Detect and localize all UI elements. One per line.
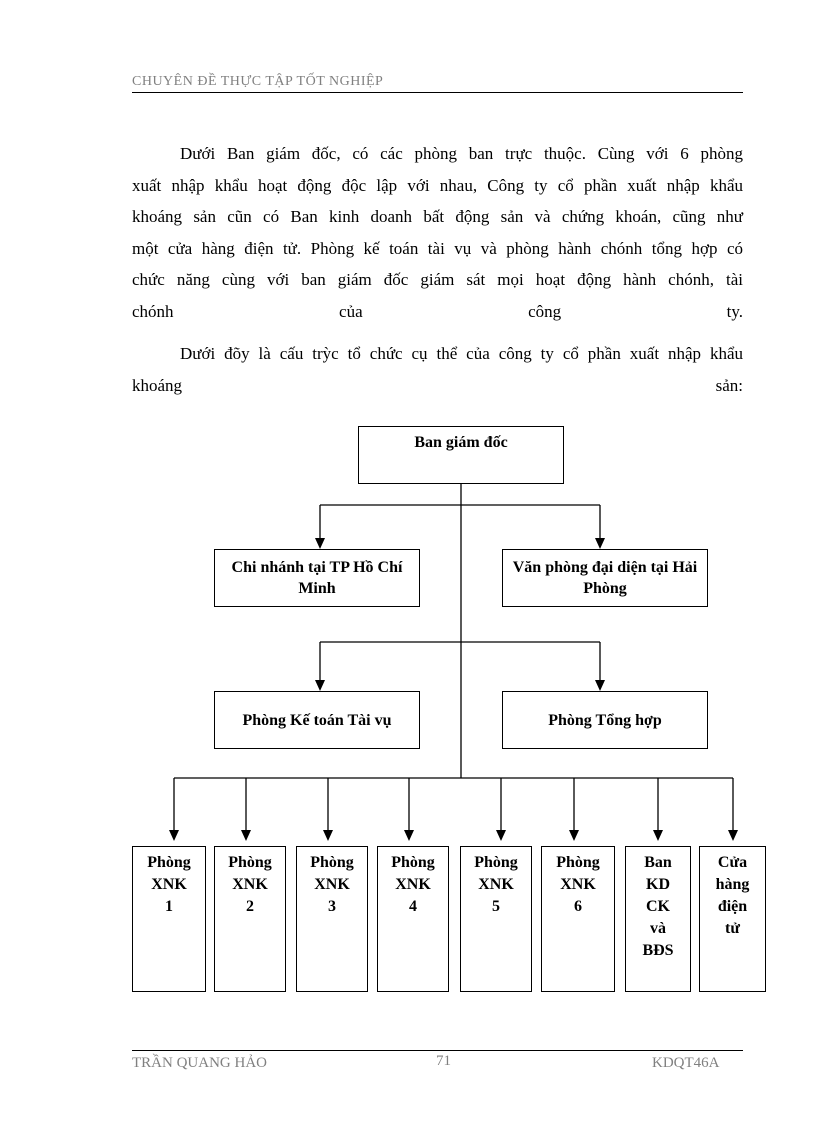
unit-box-xnk-5: [460, 846, 532, 992]
unit-label-line: Phòng: [310, 854, 354, 871]
paragraph-line: Dưới đõy là cấu trỳc tổ chức cụ thể của công ty cổ phần xuất nhập khẩu: [180, 344, 743, 363]
unit-label-line: Ban: [644, 854, 672, 871]
unit-label-line: XNK: [478, 876, 514, 893]
unit-label-line: Phòng: [474, 854, 518, 871]
unit-label-line: Phòng: [391, 854, 435, 871]
arrowhead: [595, 538, 605, 549]
box-label: Phòng Tổng hợp: [548, 711, 662, 729]
general-dept-box: [502, 691, 708, 749]
accounting-dept-box: [214, 691, 420, 749]
unit-label-line: Phòng: [147, 854, 191, 871]
unit-label-line: tử: [725, 920, 740, 937]
unit-label-line: XNK: [314, 876, 350, 893]
unit-label-line: và: [650, 920, 666, 937]
unit-label-line: 6: [574, 898, 582, 915]
office-haiphong-box: [502, 549, 708, 607]
unit-label-line: CK: [646, 898, 670, 915]
unit-label-line: Phòng: [228, 854, 272, 871]
unit-label-line: XNK: [560, 876, 596, 893]
unit-label-line: hàng: [715, 876, 750, 893]
arrowhead: [315, 680, 325, 691]
paragraph-line: chónh của công ty.: [132, 301, 743, 321]
arrowhead: [315, 538, 325, 549]
paragraph-line: khoáng sản cũn có Ban kinh doanh bất động sản và chứng khoán, cũng như: [132, 207, 743, 227]
footer-author: TRẦN QUANG HẢO: [132, 1055, 267, 1071]
unit-label-line: XNK: [151, 876, 187, 893]
arrowhead: [241, 830, 251, 841]
unit-label-line: XNK: [395, 876, 431, 893]
arrowhead: [569, 830, 579, 841]
branch-hcm-box: [214, 549, 420, 607]
unit-box-realestate-securities: [625, 846, 691, 992]
box-label: Văn phòng đại diện tại Hải Phòng: [512, 559, 698, 597]
unit-label-line: 3: [328, 898, 336, 915]
unit-box-xnk-2: [214, 846, 286, 992]
unit-label-line: KD: [646, 876, 670, 893]
unit-box-xnk-1: [132, 846, 206, 992]
arrowhead: [404, 830, 414, 841]
box-label: Chi nhánh tại TP Hồ Chí Minh: [231, 559, 403, 597]
arrowhead: [728, 830, 738, 841]
footer-class-code: KDQT46A: [652, 1055, 720, 1071]
unit-label-line: 4: [409, 898, 417, 915]
unit-box-electronics-store: [699, 846, 766, 992]
header-title: CHUYÊN ĐỀ THỰC TẬP TỐT NGHIỆP: [132, 74, 384, 89]
arrowhead: [595, 680, 605, 691]
unit-label-line: BĐS: [642, 942, 674, 959]
unit-label-line: điện: [717, 898, 748, 915]
page-number: 71: [436, 1053, 451, 1069]
arrowhead: [169, 830, 179, 841]
board-of-directors-box: [358, 426, 564, 484]
unit-box-xnk-3: [296, 846, 368, 992]
footer-rule: [132, 1050, 743, 1051]
unit-label-line: Phòng: [556, 854, 600, 871]
unit-label-line: Cửa: [717, 854, 748, 871]
unit-box-xnk-6: [541, 846, 615, 992]
paragraph-structure-intro: [132, 138, 743, 328]
unit-label-line: 1: [165, 898, 173, 915]
header-rule: [132, 92, 743, 93]
paragraph-chart-intro: [132, 338, 743, 401]
paragraph-line: một cửa hàng điện tử. Phòng kế toán tài vụ và phòng hành chónh tổng hợp có: [132, 238, 743, 258]
arrowhead: [323, 830, 333, 841]
arrowhead: [496, 830, 506, 841]
unit-label-line: 5: [492, 898, 500, 915]
unit-label-line: 2: [246, 898, 254, 915]
unit-box-xnk-4: [377, 846, 449, 992]
box-label: Ban giám đốc: [414, 434, 508, 451]
arrowhead: [653, 830, 663, 841]
paragraph-line: chức năng cùng với ban giám đốc giám sát mọi hoạt động hành chónh, tài: [132, 270, 743, 290]
unit-label-line: XNK: [232, 876, 268, 893]
box-label: Phòng Kế toán Tài vụ: [242, 711, 392, 729]
paragraph-line: Dưới Ban giám đốc, có các phòng ban trực thuộc. Cùng với 6 phòng: [180, 144, 743, 163]
paragraph-line: khoáng sản:: [132, 375, 743, 395]
paragraph-line: xuất nhập khẩu hoạt động độc lập với nhau, Công ty cổ phần xuất nhập khẩu: [132, 175, 743, 195]
